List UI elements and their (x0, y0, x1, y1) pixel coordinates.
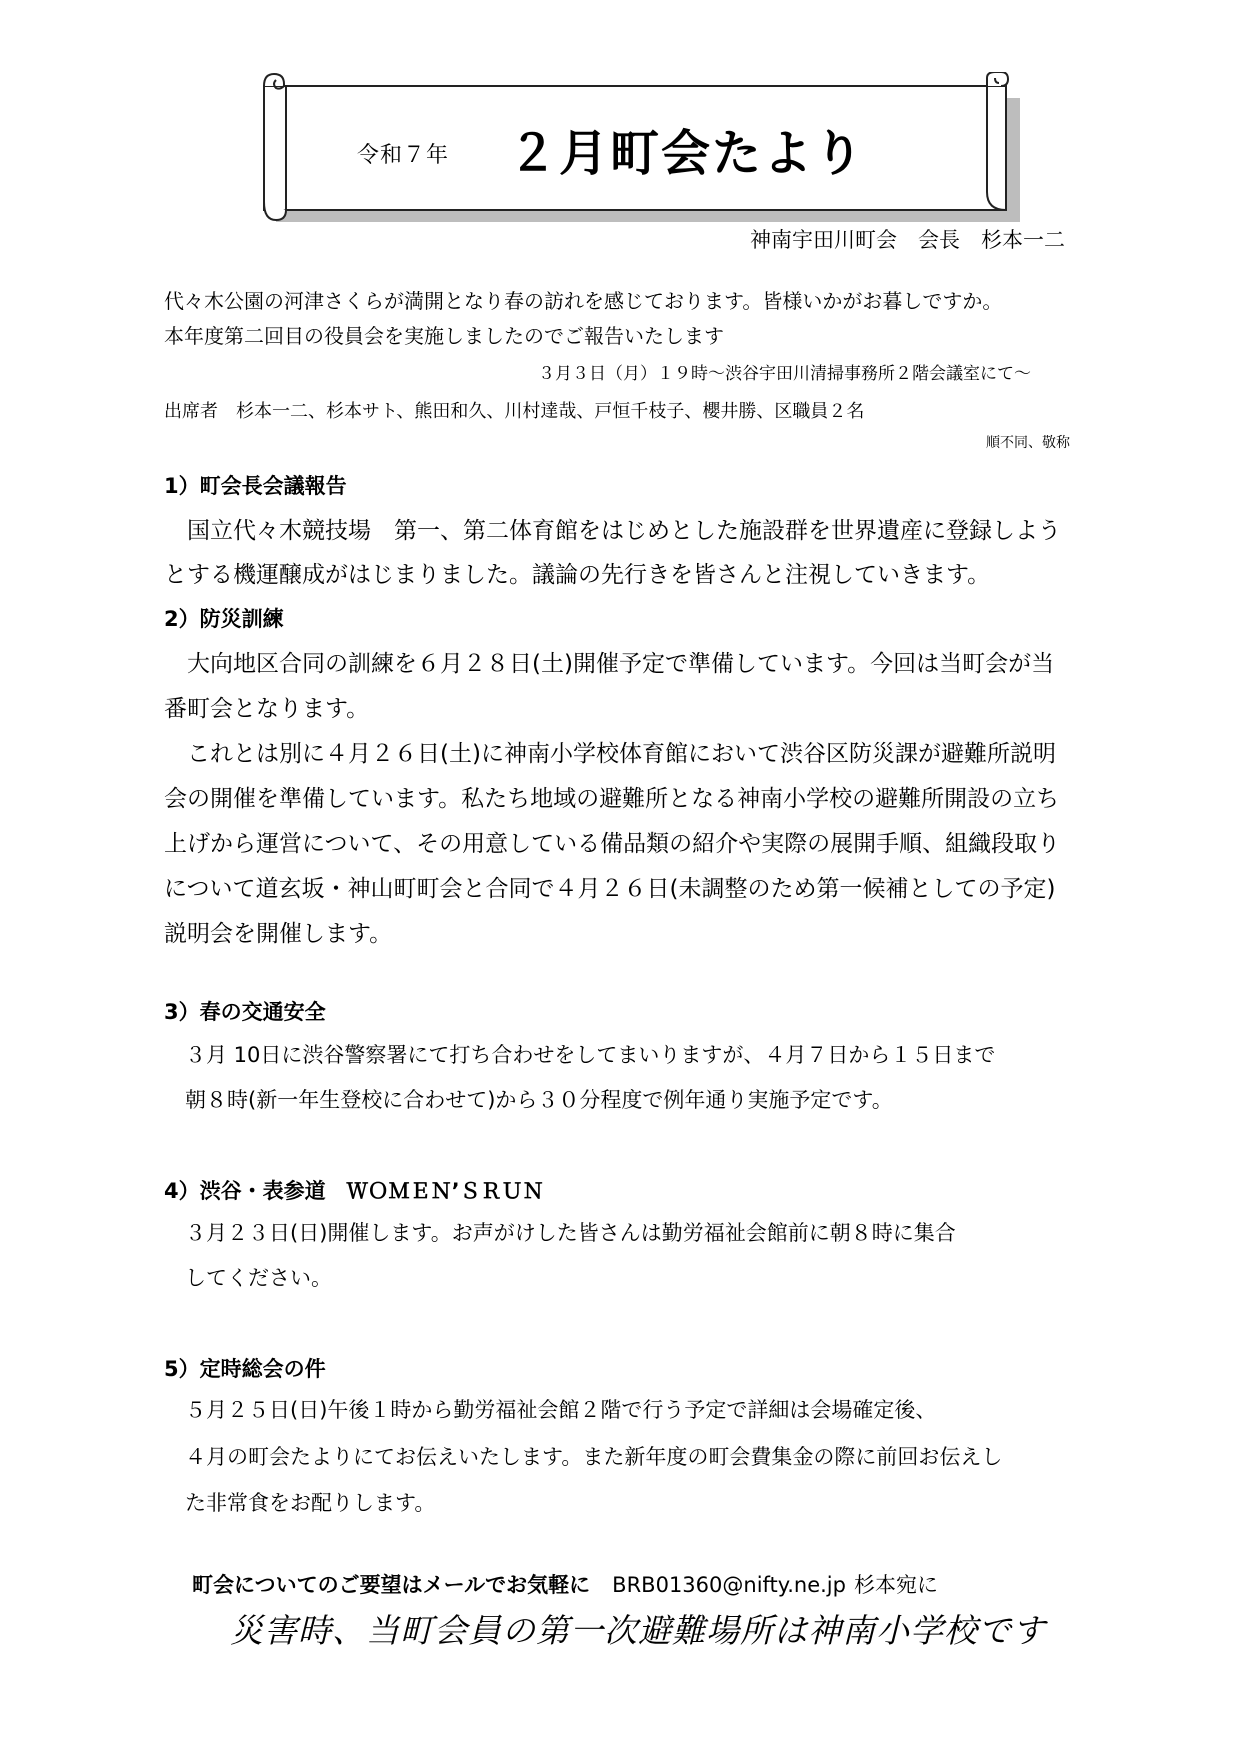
section-line: ３月２３日(日)開催します。お声がけした皆さんは勤労福祉会館前に朝８時に集合 (164, 1221, 956, 1245)
section-line: た非常食をお配りします。 (164, 1491, 436, 1515)
section-line: 朝８時(新一年生登校に合わせて)から３０分程度で例年通り実施予定です。 (164, 1088, 893, 1112)
section-line: 番町会となります。 (164, 696, 370, 722)
section-heading: 4）渋谷・表参道 ＷＯＭＥＮ’ＳＲＵＮ (164, 1179, 544, 1203)
page-title: ２月町会たより (508, 125, 866, 182)
section-line: 大向地区合同の訓練を６月２８日(土)開催予定で準備しています。今回は当町会が当 (164, 651, 1055, 677)
section-line: 説明会を開催します。 (164, 921, 393, 947)
contact-text: 町会についてのご要望はメールでお気軽に (192, 1573, 591, 1597)
report-intro-line: 本年度第二回目の役員会を実施しましたのでご報告いたします (164, 324, 724, 348)
attendees-list: 出席者 杉本一二、杉本サト、熊田和久、川村達哉、戸恒千枝子、櫻井勝、区職員２名 (164, 401, 865, 422)
order-note: 順不同、敬称 (986, 435, 1070, 451)
contact-email-link[interactable]: BRB01360@nifty.ne.jp (612, 1573, 846, 1597)
section-line: してください。 (164, 1266, 332, 1290)
era-label: 令和７年 (357, 143, 450, 168)
section-line: これとは別に４月２６日(土)に神南小学校体育館において渋谷区防災課が避難所説明 (164, 741, 1056, 767)
section-line: 国立代々木競技場 第一、第二体育館をはじめとした施設群を世界遺産に登録しよう (164, 518, 1061, 544)
section-line: について道玄坂・神山町町会と合同で４月２６日(未調整のため第一候補としての予定) (164, 876, 1056, 902)
section-line: 上げから運営について、その用意している備品類の紹介や実際の展開手順、組織段取り (164, 831, 1061, 857)
title-banner (262, 72, 1027, 240)
disaster-notice: 災害時、当町会員の第一次避難場所は神南小学校です (230, 1611, 1046, 1650)
section-heading: 1）町会長会議報告 (164, 474, 347, 498)
section-heading: 5）定時総会の件 (164, 1357, 326, 1381)
author-line: 神南宇田川町会 会長 杉本一二 (750, 228, 1065, 252)
contact-recipient: 杉本宛に (853, 1573, 938, 1597)
section-line: ３月 10日に渋谷警察署にて打ち合わせをしてまいりますが、４月７日から１５日まで (164, 1043, 996, 1067)
section-line: とする機運醸成がはじまりました。議論の先行きを皆さんと注視していきます。 (164, 562, 991, 588)
greeting-line: 代々木公園の河津さくらが満開となり春の訪れを感じております。皆様いかがお暮しですか。 (164, 289, 1003, 313)
contact-line (192, 1569, 938, 1599)
section-line: ５月２５日(日)午後１時から勤労福祉会館２階で行う予定で詳細は会場確定後、 (164, 1398, 937, 1422)
section-heading: 3）春の交通安全 (164, 1000, 326, 1024)
section-line: 会の開催を準備しています。私たち地域の避難所となる神南小学校の避難所開設の立ち (164, 786, 1060, 812)
section-line: ４月の町会たよりにてお伝えいたします。また新年度の町会費集金の際に前回お伝えし (164, 1445, 1003, 1469)
meeting-info: ３月３日（月）１９時～渋谷宇田川清掃事務所２階会議室にて～ (538, 364, 1031, 384)
section-heading: 2）防災訓練 (164, 607, 284, 631)
